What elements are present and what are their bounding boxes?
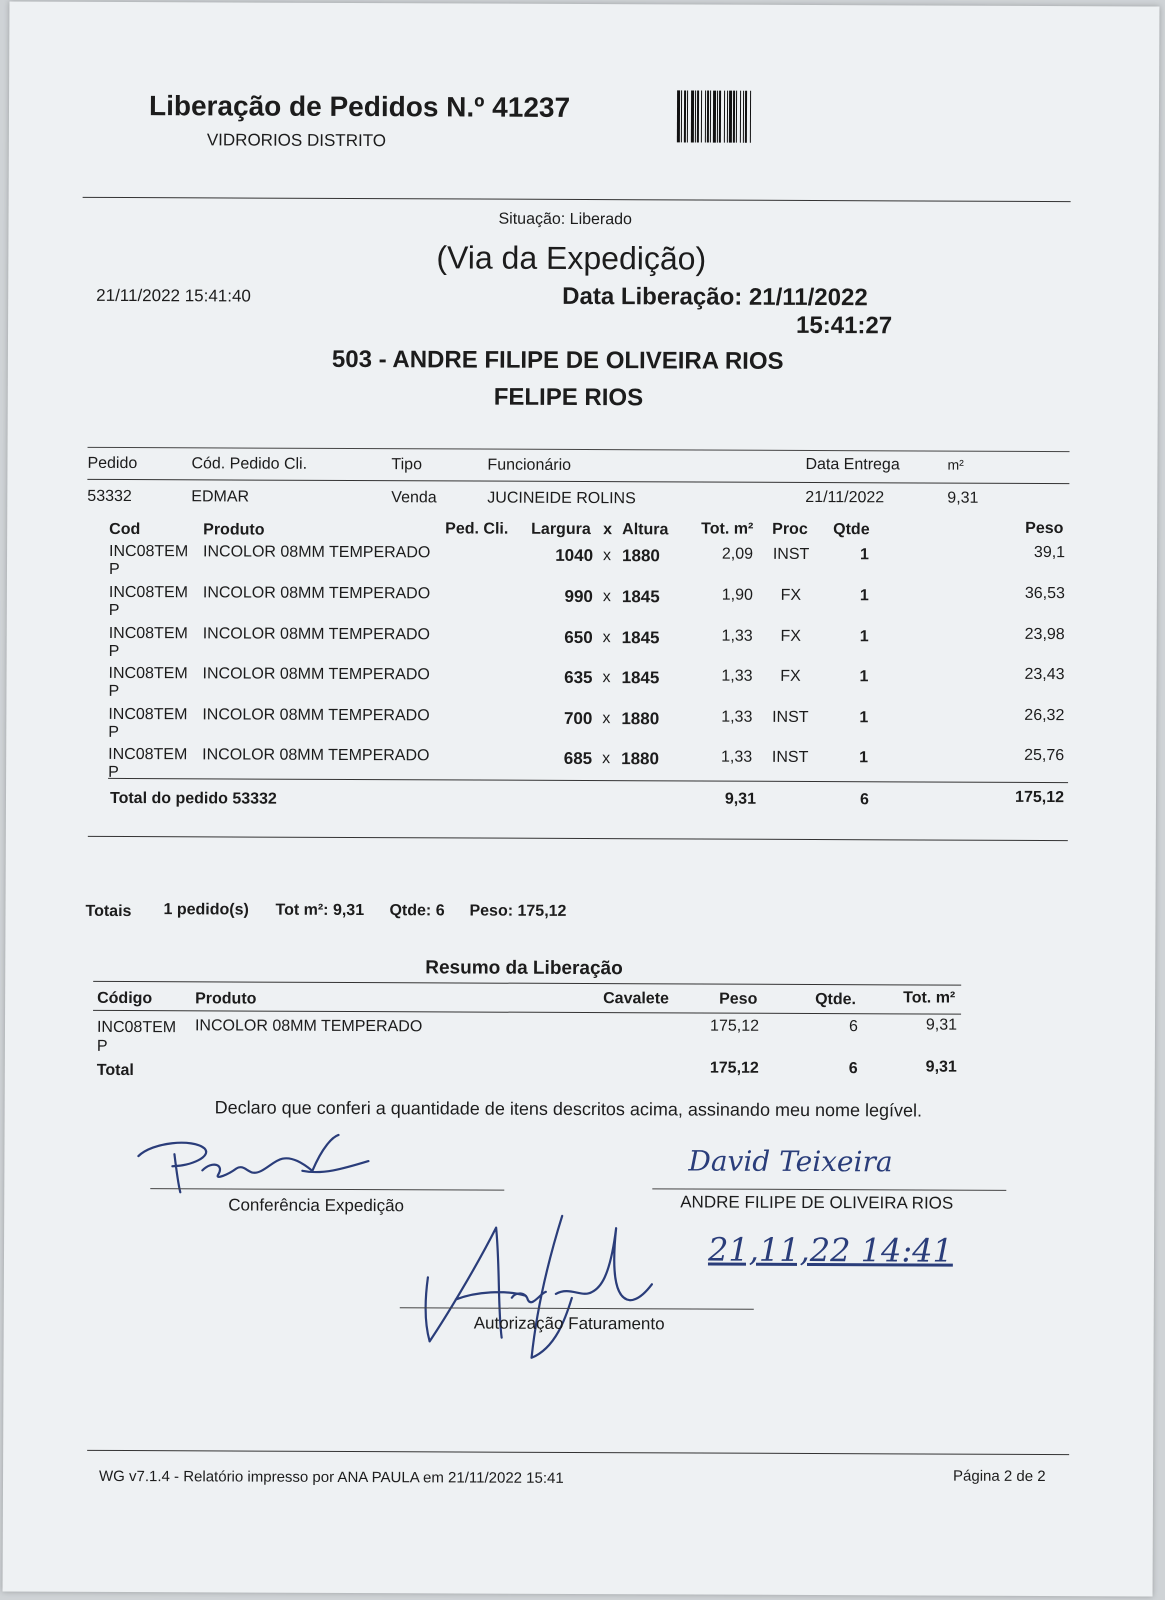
item-code-line2: P [108, 560, 120, 578]
barcode-bar [751, 91, 752, 143]
summary-col-tot-m2: Tot. m² [903, 989, 956, 1007]
divider [88, 836, 1068, 841]
client-order-code: EDMAR [191, 488, 250, 506]
summary-total-label: Total [96, 1061, 134, 1080]
delivery-date: 21/11/2022 [805, 488, 885, 507]
items-col-qtde: Qtde [833, 521, 870, 539]
item-code-line2: P [108, 682, 120, 700]
col-cod-pedido-cli: Cód. Pedido Cli. [191, 455, 308, 473]
item-proc: FX [780, 667, 801, 685]
summary-row-product: INCOLOR 08MM TEMPERADO [194, 1017, 423, 1036]
print-timestamp: 21/11/2022 15:41:40 [96, 285, 251, 306]
items-col-produto: Produto [203, 521, 265, 539]
item-height: 1880 [621, 749, 660, 769]
item-qtde: 1 [859, 587, 869, 605]
order-total-m2: 9,31 [724, 790, 757, 808]
summary-col-qtde: Qtde. [815, 991, 857, 1009]
item-proc: INST [772, 708, 809, 726]
item-code-line2: P [108, 763, 119, 781]
item-code [108, 746, 187, 782]
items-col-x: x [603, 521, 613, 539]
items-col-cod: Cod [109, 520, 141, 539]
totals-qtde: Qtde: 6 [389, 902, 445, 920]
order-m2: 9,31 [947, 489, 979, 507]
item-qtde: 1 [859, 668, 869, 686]
summary-total-peso: 175,12 [709, 1059, 759, 1077]
item-product: INCOLOR 08MM TEMPERADO [202, 706, 430, 725]
divider [88, 447, 1070, 452]
items-col-ped-cli: Ped. Cli. [445, 520, 509, 538]
item-code-line2: P [108, 723, 119, 741]
order-number: 53332 [87, 487, 132, 506]
item-product: INCOLOR 08MM TEMPERADO [202, 584, 431, 603]
item-peso: 36,53 [1024, 584, 1065, 603]
item-x: x [602, 710, 611, 728]
item-code-line1: INC08TEM [108, 745, 188, 764]
item-qtde: 1 [860, 546, 870, 564]
item-height: 1880 [621, 709, 660, 729]
order-total-peso: 175,12 [1015, 788, 1065, 807]
signature-caption-client: ANDRE FILIPE DE OLIVEIRA RIOS [680, 1192, 954, 1213]
item-tot-m2: 1,33 [721, 708, 753, 726]
item-x: x [603, 547, 612, 565]
items-col-peso: Peso [1025, 519, 1064, 538]
item-product: INCOLOR 08MM TEMPERADO [203, 543, 431, 562]
item-peso: 23,43 [1024, 665, 1065, 684]
item-product: INCOLOR 08MM TEMPERADO [202, 665, 430, 684]
document-title: Liberação de Pedidos N.º 41237 [148, 90, 571, 123]
divider [87, 479, 1069, 484]
items-col-proc: Proc [772, 520, 808, 538]
item-proc: INST [772, 545, 810, 563]
release-time: 15:41:27 [796, 311, 893, 340]
item-peso: 26,32 [1024, 706, 1065, 725]
summary-row-qtde: 6 [848, 1018, 858, 1036]
divider [93, 981, 961, 986]
company-name: VIDRORIOS DISTRITO [206, 130, 387, 151]
item-proc: INST [771, 748, 809, 766]
totals-m2: Tot m²: 9,31 [275, 901, 365, 920]
order-total-qtde: 6 [859, 791, 869, 809]
item-tot-m2: 1,90 [721, 586, 753, 604]
page-number: Página 2 de 2 [953, 1467, 1046, 1486]
item-x: x [602, 629, 611, 647]
item-peso: 39,1 [1033, 543, 1066, 562]
summary-total-qtde: 6 [848, 1060, 858, 1078]
item-width: 700 [563, 708, 593, 729]
item-width: 1040 [555, 545, 594, 566]
item-qtde: 1 [859, 628, 869, 646]
divider [83, 197, 1071, 202]
summary-row-tot-m2: 9,31 [925, 1016, 958, 1034]
item-code [108, 665, 187, 701]
summary-col-peso: Peso [719, 990, 758, 1008]
item-product: INCOLOR 08MM TEMPERADO [202, 746, 430, 765]
col-m2: m² [947, 456, 964, 473]
handwritten-date: 21,11,22 14:41 [707, 1230, 954, 1270]
items-col-largura: Largura [531, 520, 591, 539]
item-code-line1: INC08TEM [108, 705, 188, 724]
divider [108, 778, 1068, 783]
item-tot-m2: 1,33 [721, 627, 753, 645]
copy-type: (Via da Expedição) [436, 239, 707, 277]
item-width: 685 [563, 748, 593, 769]
item-width: 650 [564, 627, 593, 648]
item-tot-m2: 1,33 [721, 748, 753, 766]
signature-caption-conferencia: Conferência Expedição [228, 1195, 405, 1216]
totals-peso: Peso: 175,12 [469, 902, 567, 920]
col-pedido: Pedido [87, 454, 138, 473]
order-type: Venda [391, 489, 437, 507]
item-x: x [602, 750, 611, 768]
item-code-line1: INC08TEM [108, 583, 189, 602]
item-code-line2: P [108, 642, 120, 660]
signature-line [652, 1188, 1006, 1191]
item-height: 1880 [622, 546, 660, 566]
item-peso: 23,98 [1024, 625, 1065, 644]
items-col-altura: Altura [622, 521, 669, 539]
item-height: 1845 [621, 628, 660, 648]
employee: JUCINEIDE ROLINS [487, 489, 636, 508]
summary-col-codigo: Código [97, 989, 153, 1008]
item-code-line2: P [108, 601, 120, 619]
item-code [109, 543, 188, 579]
summary-row-code-line1: INC08TEM [96, 1018, 177, 1037]
document-page [3, 1, 1160, 1596]
item-code [108, 706, 187, 742]
item-tot-m2: 1,33 [721, 667, 753, 685]
col-data-entrega: Data Entrega [805, 455, 900, 474]
totals-pedidos: 1 pedido(s) [163, 901, 249, 919]
barcode [677, 90, 853, 143]
item-code [109, 625, 188, 661]
item-peso: 25,76 [1024, 746, 1065, 765]
col-tipo: Tipo [391, 456, 423, 474]
footer-print-info: WG v7.1.4 - Relatório impresso por ANA PAULA em 21/11/2022 15:41 [99, 1467, 564, 1487]
footer-divider [87, 1450, 1069, 1455]
item-x: x [602, 669, 611, 687]
order-total-label: Total do pedido 53332 [109, 789, 277, 808]
items-col-tot-m2: Tot. m² [701, 520, 754, 538]
totals-label: Totais [85, 902, 132, 921]
summary-row-peso: 175,12 [710, 1017, 760, 1035]
item-product: INCOLOR 08MM TEMPERADO [202, 625, 431, 644]
item-height: 1845 [621, 587, 660, 607]
client-name: 503 - ANDRE FILIPE DE OLIVEIRA RIOS [331, 345, 784, 375]
item-width: 635 [564, 667, 593, 688]
item-proc: FX [780, 586, 802, 604]
summary-col-produto: Produto [195, 990, 257, 1008]
item-code-line1: INC08TEM [109, 542, 189, 561]
item-tot-m2: 2,09 [721, 545, 754, 563]
client-alias: FELIPE RIOS [493, 383, 644, 412]
item-height: 1845 [621, 668, 660, 688]
item-qtde: 1 [859, 749, 869, 767]
item-x: x [602, 588, 611, 606]
release-date: Data Liberação: 21/11/2022 [562, 282, 868, 312]
summary-col-cavalete: Cavalete [603, 990, 669, 1008]
item-qtde: 1 [859, 709, 869, 727]
divider [93, 1010, 961, 1015]
item-code [109, 584, 188, 620]
summary-row-code [97, 1018, 176, 1056]
summary-title: Resumo da Liberação [425, 957, 623, 980]
col-funcionario: Funcionário [487, 456, 572, 474]
item-proc: FX [780, 627, 801, 645]
status-text: Situação: Liberado [498, 210, 633, 229]
item-width: 990 [564, 586, 593, 607]
summary-total-m2: 9,31 [925, 1058, 957, 1076]
signature-conferencia [132, 1130, 382, 1195]
item-code-line1: INC08TEM [108, 664, 188, 683]
declaration-text: Declaro que conferi a quantidade de itens descritos acima, assinando meu nome legível. [214, 1097, 923, 1121]
signature-faturamento [416, 1207, 667, 1368]
signature-client-handwritten: David Teixeira [688, 1144, 893, 1179]
signature-caption-faturamento: Autorização Faturamento [473, 1313, 665, 1334]
summary-row-code-line2: P [96, 1037, 108, 1055]
item-code-line1: INC08TEM [108, 624, 188, 643]
